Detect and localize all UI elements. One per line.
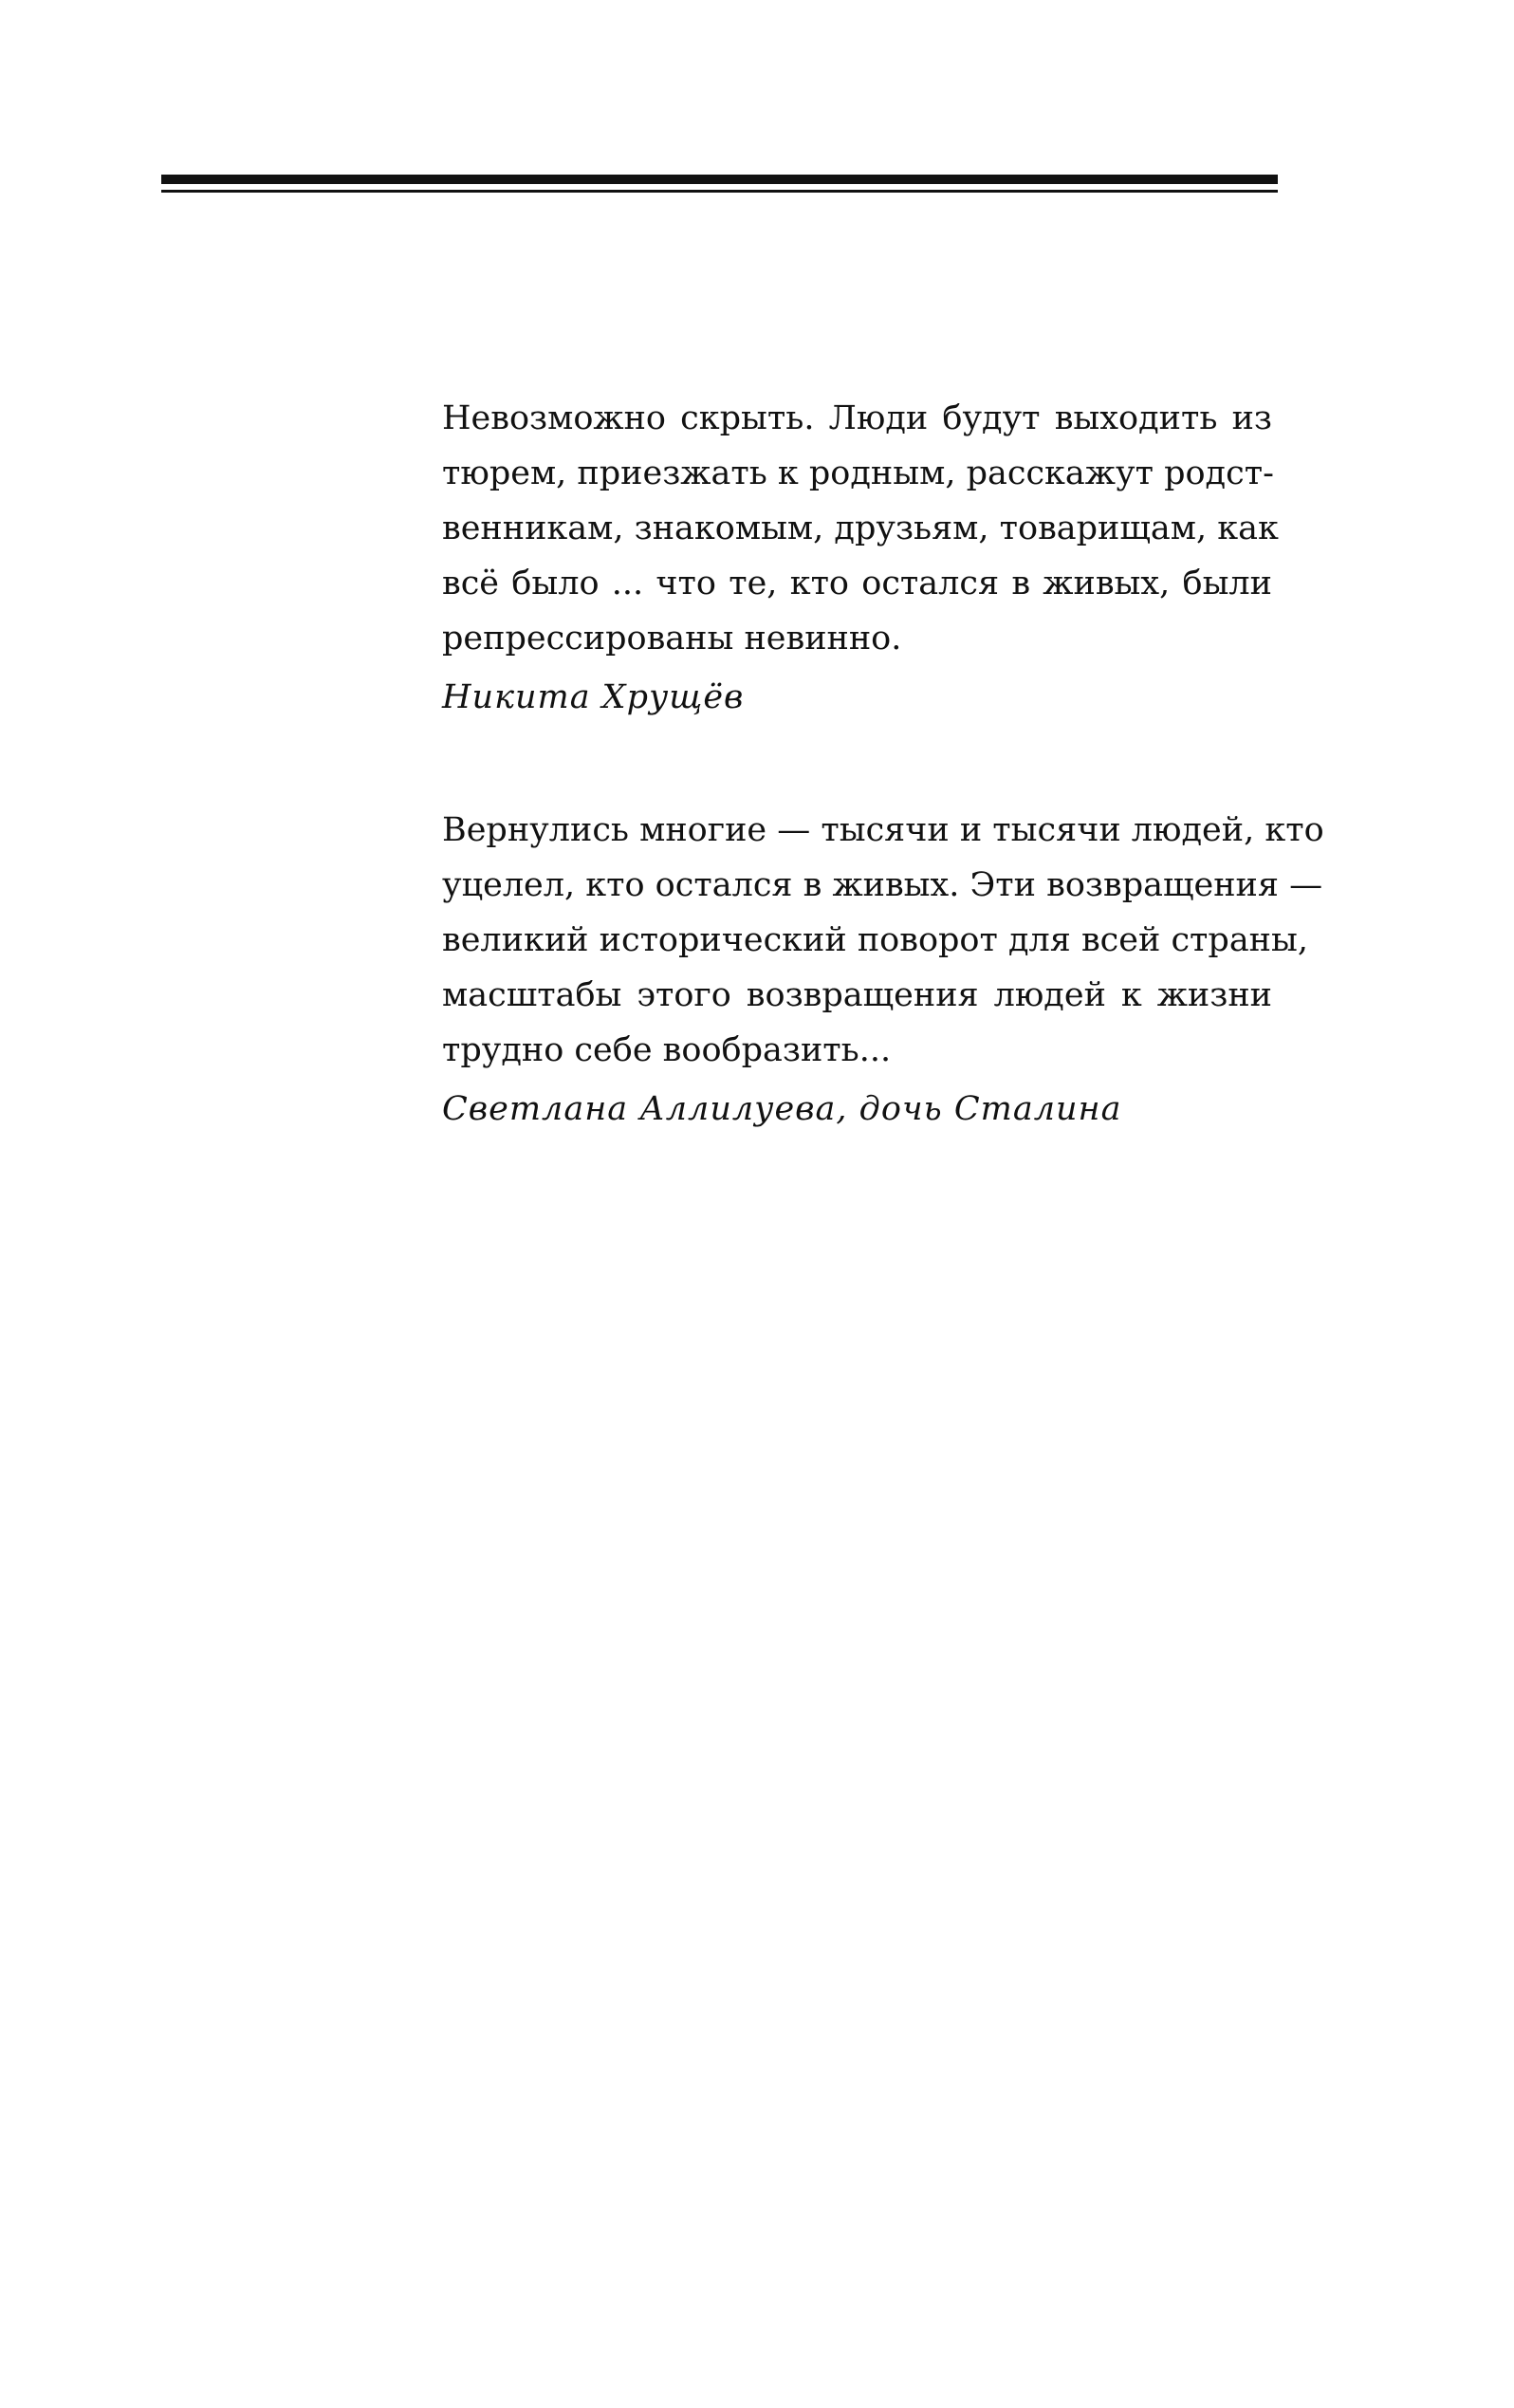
quote-line: Вернулись многие — тысячи и тысячи людей, кто [442, 811, 1324, 849]
quote-line: венникам, знакомым, друзьям, товарищам, как [442, 509, 1279, 547]
quote-line: репрессированы невинно. [442, 620, 902, 658]
quote-line: Невозможно скрыть. Люди будут выходить из [442, 399, 1272, 437]
epigraph-alliluyeva [442, 803, 1324, 1137]
header-rule-thin [161, 190, 1278, 193]
header-rule-thick [161, 175, 1278, 184]
quote-line: всё было ... что те, кто остался в живых, были [442, 565, 1272, 602]
quote-line: великий исторический поворот для всей страны, [442, 921, 1308, 959]
quote-author: Светлана Аллилуева, дочь Сталина [442, 1090, 1122, 1128]
quote-line: тюрем, приезжать к родным, расскажут родст- [442, 454, 1274, 492]
epigraph-khrushchev [442, 391, 1279, 725]
quote-line: масштабы этого возвращения людей к жизни [442, 976, 1272, 1014]
quote-line: уцелел, кто остался в живых. Эти возвращения — [442, 866, 1323, 904]
quote-author: Никита Хрущёв [442, 678, 745, 716]
quote-line: трудно себе вообразить... [442, 1031, 892, 1069]
